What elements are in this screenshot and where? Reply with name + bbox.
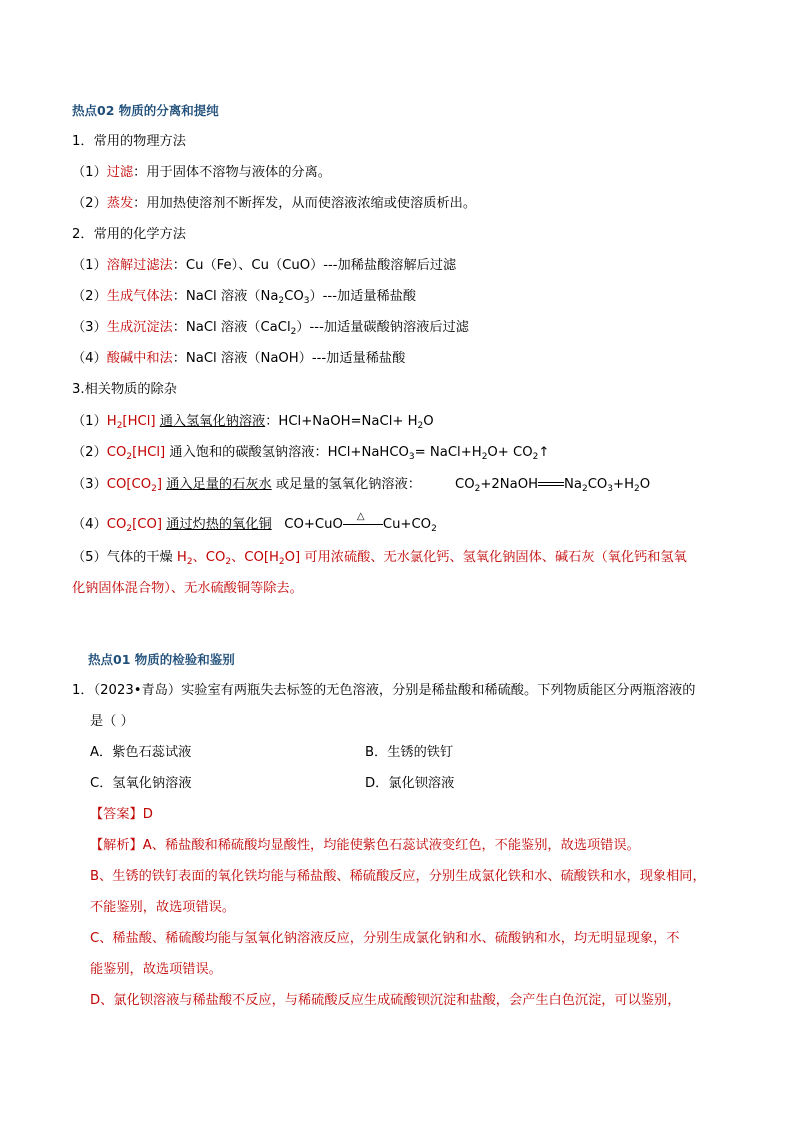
heat-reaction-arrow-icon [343, 511, 383, 531]
formula-text: CO [284, 289, 304, 304]
analysis-b-cont: 不能鉴别，故选项错误。 [90, 900, 236, 915]
method-term: 过滤 [106, 165, 134, 180]
subscript: 2 [581, 484, 588, 494]
analysis-c: C、稀盐酸、稀硫酸均能与氢氧化钠溶液反应，分别生成氯化钠和水、硫酸钠和水，均无明显现象，不 [90, 931, 680, 946]
delta-symbol: △ [356, 511, 365, 522]
subscript: 2 [474, 484, 481, 494]
physical-method-evaporation [72, 195, 476, 213]
item-number: （2） [72, 289, 107, 304]
equation-co2-naoh [455, 476, 650, 498]
option-c: C．氢氧化钠溶液 [90, 776, 192, 791]
formula-text: ↑ [538, 445, 550, 460]
reagent-underlined: 通入足量的石灰水 [166, 477, 272, 492]
removal-gas-drying-cont: 化钠固体混合物）、无水硫酸铜等除去。 [72, 581, 303, 596]
analysis-c-cont: 能鉴别，故选项错误。 [90, 962, 222, 977]
chemical-method-dissolve-filter [72, 257, 456, 275]
subscript: 3 [607, 484, 614, 494]
item-number: （2） [72, 196, 107, 211]
subscript: 2 [126, 452, 133, 462]
item-number: （3） [72, 320, 107, 335]
method-term: 生成沉淀法 [106, 320, 173, 335]
formula-text: H [106, 414, 117, 429]
analysis-a [90, 837, 640, 855]
subscript: 2 [481, 452, 488, 462]
removal-co-co2 [72, 476, 421, 498]
formula-text: +H [613, 477, 634, 492]
subscript: 2 [431, 524, 437, 534]
impurity-label [107, 477, 162, 492]
item-number: （1） [72, 258, 107, 273]
method-desc: ：Cu（Fe）、Cu（CuO）---加稀盐酸溶解后过滤 [172, 258, 457, 273]
item-number: （4） [72, 517, 107, 532]
answer-value: D [142, 807, 153, 822]
formula-text: CO+CuO [284, 517, 343, 532]
removal-co2-hcl [72, 444, 549, 466]
formula-text: CO[CO [106, 477, 152, 492]
subscript: 2 [634, 484, 640, 494]
subscript: 2 [116, 421, 123, 431]
item-number: （5） [72, 550, 107, 565]
formula-text: CO [106, 517, 127, 532]
subscript: 2 [186, 557, 193, 567]
method-desc: ：用于固体不溶物与液体的分离。 [133, 165, 331, 180]
formula-text: [CO] [132, 517, 162, 532]
formula-text: O [423, 414, 434, 429]
item-number: （1） [72, 414, 107, 429]
method-term: 溶解过滤法 [106, 258, 173, 273]
formula-text: 、CO [192, 550, 226, 565]
formula-text: [HCl] [132, 445, 166, 460]
subheading-impurity-removal: 3.相关物质的除杂 [72, 382, 177, 397]
physical-method-filtration [72, 164, 331, 182]
removal-co2-co [72, 511, 437, 538]
reagent-underlined: 通入氢氧化钠溶液 [159, 414, 266, 429]
formula-text: ：NaCl 溶液（Na [172, 289, 279, 304]
formula-text: 可用浓硫酸、无水氯化钙、氢氧化钠固体、碱石灰（氧化钙和氢氧 [300, 550, 687, 565]
answer-label: 【答案】 [90, 807, 143, 822]
subscript: 2 [417, 421, 424, 431]
analysis-d: D、氯化钡溶液与稀盐酸不反应，与稀硫酸反应生成硫酸钡沉淀和盐酸，会产生白色沉淀，可以鉴别， [90, 993, 681, 1008]
analysis-b: B、生锈的铁钉表面的氧化铁均能与稀盐酸、稀硫酸反应，分别生成氯化铁和水、硫酸铁和水，现象相同， [90, 869, 706, 884]
method-desc: ：NaCl 溶液（NaOH）---加适量稀盐酸 [172, 351, 406, 366]
formula-text: CO [455, 477, 475, 492]
formula-text: ）---加适量稀盐酸 [309, 289, 417, 304]
option-a: A．紫色石蕊试液 [90, 745, 192, 760]
method-term: 蒸发 [106, 196, 134, 211]
impurity-label [107, 414, 156, 429]
subscript: 2 [532, 452, 539, 462]
formula-text: O] [284, 550, 301, 565]
question-stem [72, 682, 695, 700]
formula-text: [HCl] [122, 414, 156, 429]
subscript: 2 [225, 557, 232, 567]
item-number: （2） [72, 445, 107, 460]
subheading-physical-methods: 1．常用的物理方法 [72, 134, 186, 149]
subscript: 2 [126, 524, 133, 534]
formula-text: Na [564, 477, 582, 492]
formula-text: ：NaCl 溶液（CaCl [172, 320, 291, 335]
chemical-method-gas [72, 288, 416, 310]
formula-text: = NaCl+H [414, 445, 482, 460]
subheading-chemical-methods: 2．常用的化学方法 [72, 227, 186, 242]
impurity-label [107, 517, 162, 532]
formula-text: ] [156, 477, 162, 492]
item-number: （3） [72, 477, 107, 492]
subscript: 2 [278, 557, 285, 567]
impurity-label [107, 445, 165, 460]
removal-gas-drying [72, 549, 687, 571]
chemical-method-precipitate [72, 319, 469, 341]
formula-text: Cu+CO [382, 517, 432, 532]
answer [90, 806, 153, 824]
formula-text: H [176, 550, 187, 565]
formula-text: +2NaOH [480, 477, 539, 492]
option-d: D．氯化钡溶液 [365, 776, 455, 791]
question-stem-cont: 是（ ） [90, 714, 134, 729]
item-number: （1） [72, 165, 107, 180]
formula-text: ：HCl+NaOH=NaCl+ H [265, 414, 418, 429]
formula-text: CO [587, 477, 608, 492]
analysis-label: 【解析】 [90, 838, 143, 853]
section-heading-separation: 热点02 物质的分离和提纯 [72, 103, 219, 118]
gas-list [177, 550, 300, 565]
method-desc: ：用加热使溶剂不断挥发，从而使溶液浓缩或使溶质析出。 [133, 196, 477, 211]
formula-text: 气体的干燥 [106, 550, 177, 565]
formula-text: ）---加适量碳酸钠溶液后过滤 [296, 320, 469, 335]
subscript: 3 [408, 452, 415, 462]
formula-text: O [639, 477, 651, 492]
formula-text: 通入饱和的碳酸氢钠溶液：HCl+NaHCO [165, 445, 409, 460]
section-heading-identification: 热点01 物质的检验和鉴别 [88, 652, 235, 667]
subscript: 2 [278, 296, 285, 306]
formula-text: 、CO[H [231, 550, 279, 565]
formula-text: CO [106, 445, 127, 460]
option-b: B．生锈的铁钉 [365, 745, 454, 760]
item-number: （4） [72, 351, 107, 366]
formula-text: 或足量的氢氧化钠溶液： [271, 477, 421, 492]
equals-sign-icon [538, 479, 564, 489]
method-term: 生成气体法 [106, 289, 173, 304]
subscript: 2 [151, 484, 157, 494]
subscript: 3 [303, 296, 310, 306]
formula-text: O+ CO [487, 445, 533, 460]
chemical-method-neutralization [72, 350, 405, 368]
question-text: （2023•青岛）实验室有两瓶失去标签的无色溶液，分别是稀盐酸和稀硫酸。下列物质能区分两瓶溶液的 [93, 683, 696, 698]
subscript: 2 [290, 327, 297, 337]
reagent-underlined: 通过灼热的氧化铜 [166, 517, 272, 532]
analysis-text: A、稀盐酸和稀硫酸均显酸性，均能使紫色石蕊试液变红色，不能鉴别，故选项错误。 [142, 838, 640, 853]
removal-h2-hcl [72, 413, 434, 435]
method-term: 酸碱中和法 [106, 351, 173, 366]
question-number: 1． [72, 683, 94, 698]
